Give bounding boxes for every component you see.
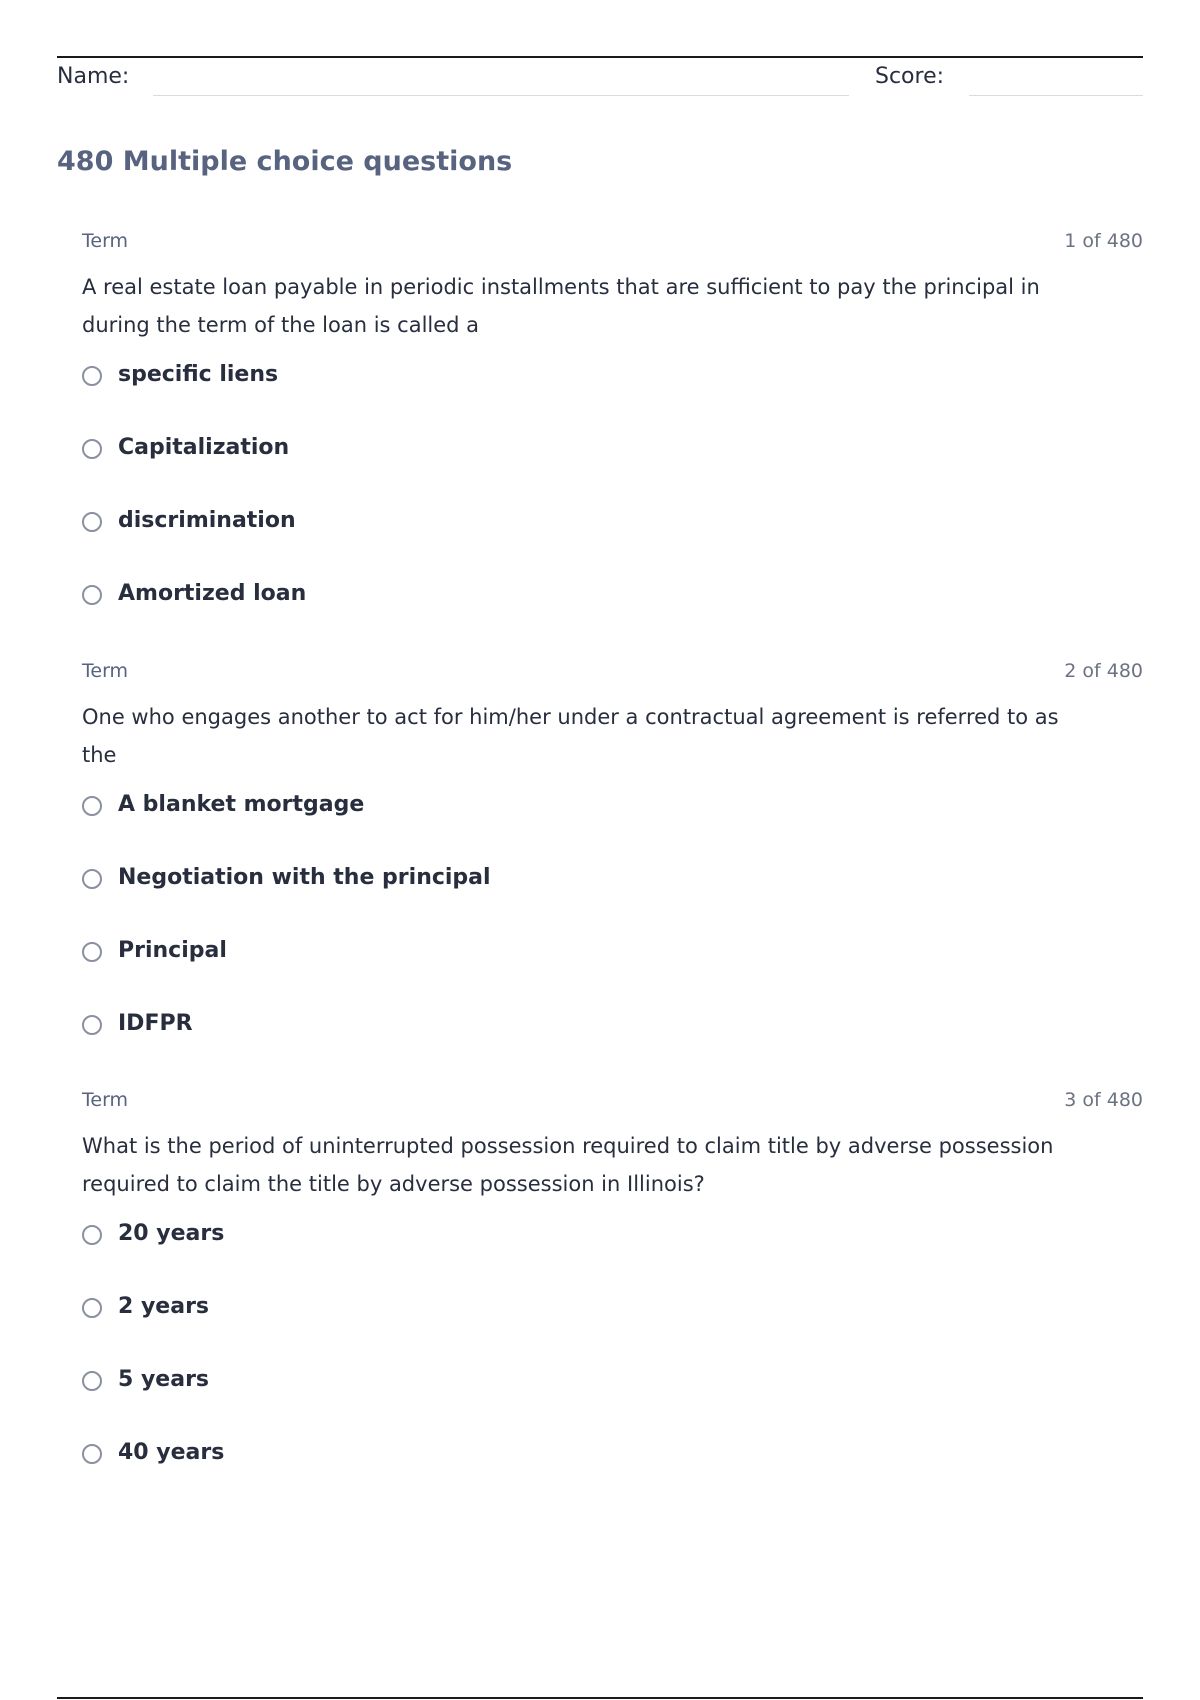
question-text: What is the period of uninterrupted possession required to claim title by adverse possession required to claim the title by adverse possession in Illinois? <box>82 1134 1054 1196</box>
answer-option[interactable] <box>82 792 1143 865</box>
question-meta <box>82 1089 1143 1115</box>
answer-options <box>82 362 1143 654</box>
answer-option[interactable] <box>82 1294 1143 1367</box>
answer-option[interactable] <box>82 1221 1143 1294</box>
question-card <box>82 230 1143 654</box>
question-meta <box>82 660 1143 686</box>
answer-option[interactable] <box>82 865 1143 938</box>
answer-option-label: A blanket mortgage <box>118 792 365 817</box>
radio-button[interactable] <box>82 1371 102 1391</box>
radio-button[interactable] <box>82 366 102 386</box>
term-label: Term <box>82 1089 129 1111</box>
score-field[interactable] <box>969 95 1143 96</box>
answer-option-label: 40 years <box>118 1440 225 1465</box>
answer-option-label: IDFPR <box>118 1011 193 1036</box>
answer-option-label: Negotiation with the principal <box>118 865 491 890</box>
radio-button[interactable] <box>82 1225 102 1245</box>
answer-option[interactable] <box>82 938 1143 1011</box>
page-title: 480 Multiple choice questions <box>57 146 513 177</box>
question-text: One who engages another to act for him/her under a contractual agreement is referred to as the <box>82 705 1059 767</box>
answer-option-label: 20 years <box>118 1221 225 1246</box>
radio-button[interactable] <box>82 512 102 532</box>
radio-button[interactable] <box>82 942 102 962</box>
name-label: Name: <box>57 64 130 89</box>
question-meta <box>82 230 1143 256</box>
question-counter: 1 of 480 <box>1064 230 1143 252</box>
term-label: Term <box>82 660 129 682</box>
radio-button[interactable] <box>82 796 102 816</box>
question-counter: 2 of 480 <box>1064 660 1143 682</box>
question-counter: 3 of 480 <box>1064 1089 1143 1111</box>
answer-option[interactable] <box>82 1011 1143 1084</box>
answer-option[interactable] <box>82 362 1143 435</box>
answer-options <box>82 1221 1143 1513</box>
question-text: A real estate loan payable in periodic installments that are sufficient to pay the principal in during the term of the loan is called a <box>82 275 1040 337</box>
radio-button[interactable] <box>82 1444 102 1464</box>
answer-option[interactable] <box>82 1440 1143 1513</box>
radio-button[interactable] <box>82 439 102 459</box>
question-card <box>82 1089 1143 1513</box>
answer-option-label: Principal <box>118 938 227 963</box>
answer-option-label: Capitalization <box>118 435 290 460</box>
answer-option-label: Amortized loan <box>118 581 307 606</box>
answer-option-label: discrimination <box>118 508 296 533</box>
term-label: Term <box>82 230 129 252</box>
answer-options <box>82 792 1143 1084</box>
answer-option[interactable] <box>82 1367 1143 1440</box>
answer-option[interactable] <box>82 435 1143 508</box>
radio-button[interactable] <box>82 1015 102 1035</box>
radio-button[interactable] <box>82 585 102 605</box>
answer-option[interactable] <box>82 508 1143 581</box>
answer-option-label: 5 years <box>118 1367 210 1392</box>
radio-button[interactable] <box>82 1298 102 1318</box>
answer-option[interactable] <box>82 581 1143 654</box>
name-field[interactable] <box>153 95 849 96</box>
answer-option-label: 2 years <box>118 1294 210 1319</box>
score-label: Score: <box>875 64 945 89</box>
bottom-rule <box>57 1697 1143 1699</box>
answer-option-label: specific liens <box>118 362 279 387</box>
worksheet-header <box>57 58 1143 98</box>
question-card <box>82 660 1143 1084</box>
radio-button[interactable] <box>82 869 102 889</box>
